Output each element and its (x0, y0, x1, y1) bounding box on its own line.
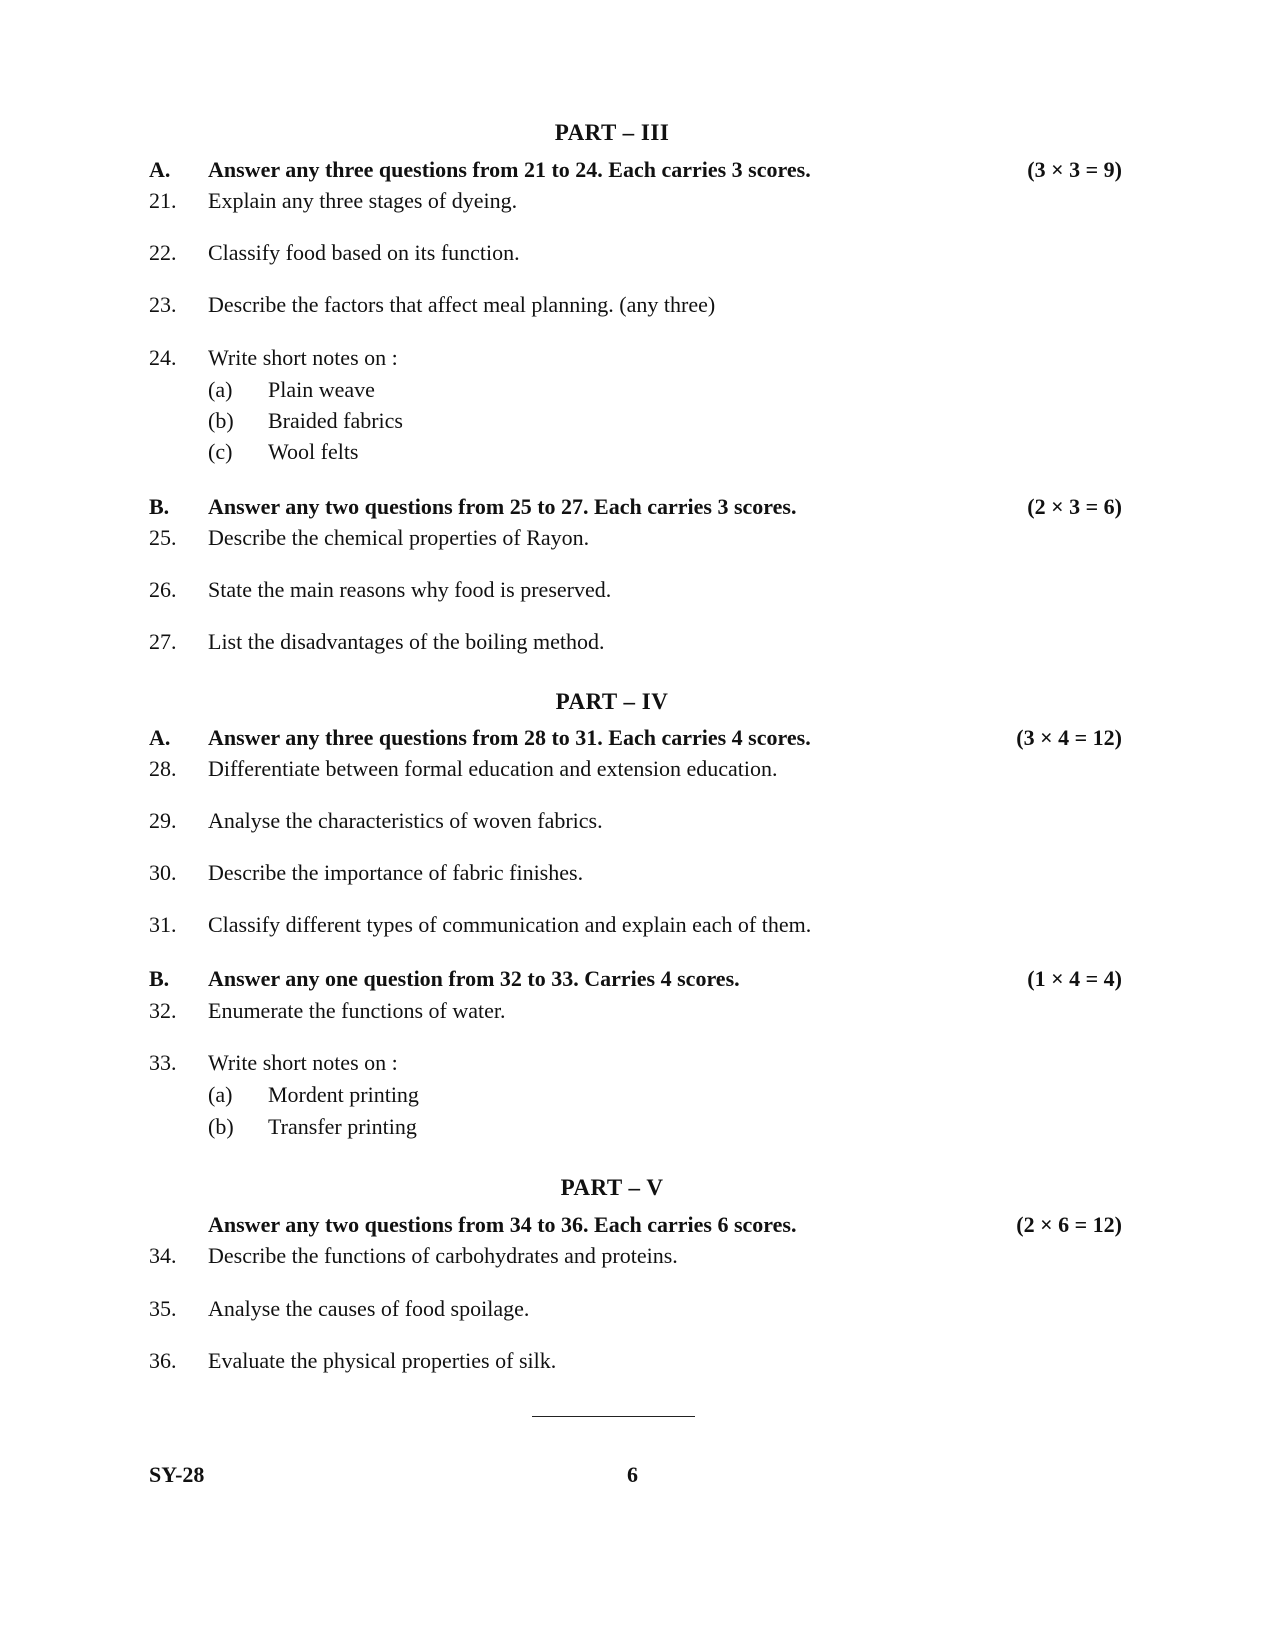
question-number: 32. (149, 998, 177, 1023)
sub-question-letter: (c) (208, 439, 233, 464)
part-3-section-a-header (0, 155, 1275, 185)
part-3-section-b-header (0, 492, 1275, 522)
question-text: Describe the functions of carbohydrates and proteins. (208, 1243, 678, 1268)
question-text: Write short notes on : (208, 345, 398, 370)
question-number: 25. (149, 525, 177, 550)
question-29 (0, 806, 1275, 836)
question-number: 24. (149, 345, 177, 370)
part-4-section-b-header (0, 964, 1275, 994)
question-number: 21. (149, 188, 177, 213)
question-text: Enumerate the functions of water. (208, 998, 506, 1023)
question-34 (0, 1241, 1275, 1271)
question-text: Classify food based on its function. (208, 240, 520, 265)
question-22 (0, 238, 1275, 268)
question-25 (0, 523, 1275, 553)
sub-question-text: Wool felts (268, 439, 359, 464)
part-4-section-a-header (0, 723, 1275, 753)
question-number: 29. (149, 808, 177, 833)
question-number: 23. (149, 292, 177, 317)
sub-question-letter: (b) (208, 408, 234, 433)
question-number: 28. (149, 756, 177, 781)
question-text: Write short notes on : (208, 1050, 398, 1075)
section-instruction: Answer any one question from 32 to 33. Carries 4 scores. (208, 966, 740, 991)
question-text: Classify different types of communication and explain each of them. (208, 912, 812, 937)
question-number: 26. (149, 577, 177, 602)
question-text: Explain any three stages of dyeing. (208, 188, 518, 213)
page-number: 6 (627, 1462, 638, 1487)
sub-question-text: Plain weave (268, 377, 375, 402)
section-label: B. (149, 494, 170, 519)
part-3-title: PART – III (554, 120, 670, 145)
section-label: B. (149, 966, 170, 991)
question-number: 36. (149, 1348, 177, 1373)
question-text: Describe the factors that affect meal planning. (any three) (208, 292, 716, 317)
section-instruction: Answer any three questions from 28 to 31. Each carries 4 scores. (208, 725, 811, 750)
question-32 (0, 996, 1275, 1026)
question-text: Analyse the characteristics of woven fabrics. (208, 808, 603, 833)
sub-question (0, 375, 1275, 405)
section-instruction: Answer any three questions from 21 to 24. Each carries 3 scores. (208, 157, 811, 182)
sub-question-text: Braided fabrics (268, 408, 403, 433)
paper-code: SY-28 (149, 1462, 205, 1487)
question-23 (0, 290, 1275, 320)
question-text: Analyse the causes of food spoilage. (208, 1296, 530, 1321)
question-36 (0, 1346, 1275, 1376)
section-marks: (2 × 6 = 12) (1016, 1212, 1122, 1237)
question-26 (0, 575, 1275, 605)
question-text: Describe the chemical properties of Rayon. (208, 525, 590, 550)
sub-question (0, 406, 1275, 436)
end-divider (532, 1416, 695, 1417)
section-marks: (3 × 4 = 12) (1016, 725, 1122, 750)
page-footer (0, 1460, 1275, 1490)
question-24 (0, 343, 1275, 373)
sub-question-text: Mordent printing (268, 1082, 419, 1107)
question-33 (0, 1048, 1275, 1078)
section-instruction: Answer any two questions from 34 to 36. Each carries 6 scores. (208, 1212, 797, 1237)
question-number: 22. (149, 240, 177, 265)
part-5-title: PART – V (560, 1175, 664, 1200)
sub-question (0, 1080, 1275, 1110)
section-marks: (3 × 3 = 9) (1027, 157, 1122, 182)
question-number: 35. (149, 1296, 177, 1321)
sub-question-text: Transfer printing (268, 1114, 417, 1139)
question-27 (0, 627, 1275, 657)
question-number: 30. (149, 860, 177, 885)
question-number: 31. (149, 912, 177, 937)
question-text: Describe the importance of fabric finishes. (208, 860, 584, 885)
question-number: 33. (149, 1050, 177, 1075)
section-marks: (2 × 3 = 6) (1027, 494, 1122, 519)
sub-question (0, 437, 1275, 467)
sub-question (0, 1112, 1275, 1142)
question-number: 34. (149, 1243, 177, 1268)
part-4-title: PART – IV (555, 689, 669, 714)
question-text: State the main reasons why food is preserved. (208, 577, 612, 602)
section-marks: (1 × 4 = 4) (1027, 966, 1122, 991)
question-35 (0, 1294, 1275, 1324)
question-31 (0, 910, 1275, 940)
section-label: A. (149, 725, 171, 750)
section-label: A. (149, 157, 171, 182)
question-number: 27. (149, 629, 177, 654)
sub-question-letter: (a) (208, 377, 233, 402)
sub-question-letter: (a) (208, 1082, 233, 1107)
sub-question-letter: (b) (208, 1114, 234, 1139)
part-5-header (0, 1210, 1275, 1240)
question-text: Evaluate the physical properties of silk. (208, 1348, 557, 1373)
question-30 (0, 858, 1275, 888)
section-instruction: Answer any two questions from 25 to 27. Each carries 3 scores. (208, 494, 797, 519)
question-text: Differentiate between formal education and extension education. (208, 756, 778, 781)
question-21 (0, 186, 1275, 216)
question-text: List the disadvantages of the boiling method. (208, 629, 605, 654)
question-28 (0, 754, 1275, 784)
